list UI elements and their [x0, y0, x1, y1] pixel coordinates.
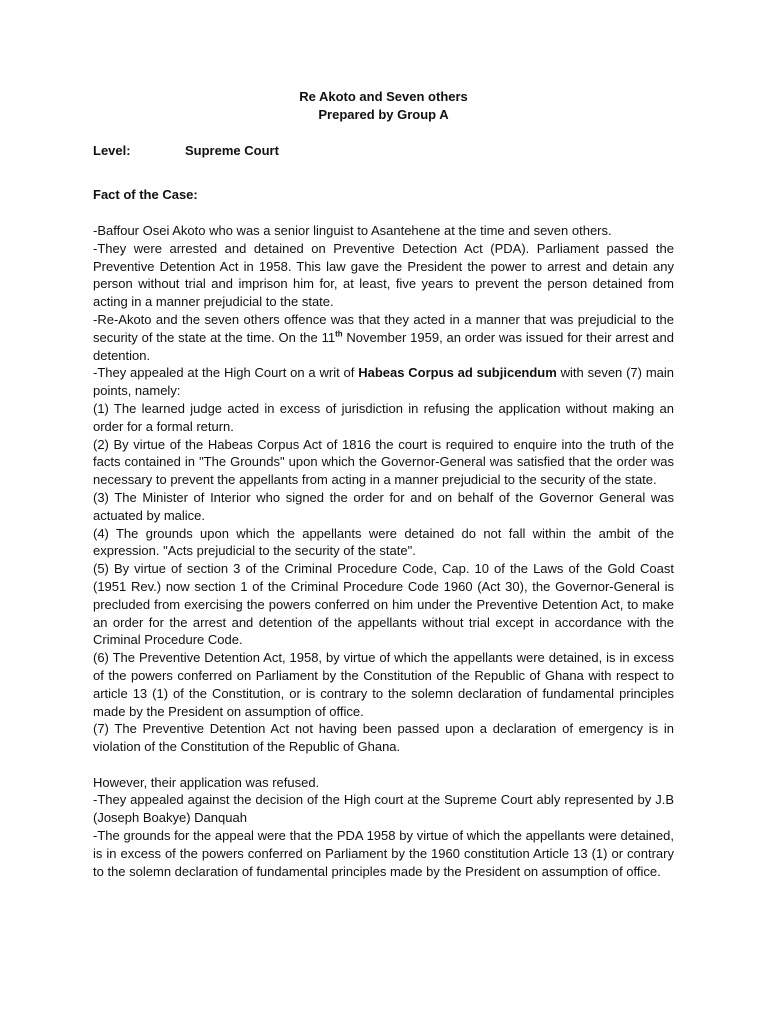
document-title: Re Akoto and Seven others: [299, 89, 468, 104]
writ-name: Habeas Corpus ad subjicendum: [358, 365, 557, 381]
facts-paragraph-3-b: November 1959, an order was issued for their arrest and detention.: [93, 329, 674, 363]
point-4: (4) The grounds upon which the appellants were detained do not fall within the ambit of the expression. "Acts prejudicial to the security of the state".: [93, 525, 674, 559]
spacer: [93, 756, 674, 774]
point-7: (7) The Preventive Detention Act not having been passed upon a declaration of emergency is in violation of the Constitution of the Republic of Ghana.: [93, 721, 674, 755]
spacer: [93, 204, 674, 222]
level-value: Supreme Court: [185, 142, 279, 158]
facts-heading: Fact of the Case:: [93, 187, 198, 203]
point-2: (2) By virtue of the Habeas Corpus Act of 1816 the court is required to enquire into the truth of the facts contained in "The Grounds" upon which the Governor-General was satisfied that the order was necessary to prevent the appellants from acting in a manner prejudicial to the security of the state.: [93, 436, 674, 488]
appeal-paragraph-1: -They appealed against the decision of the High court at the Supreme Court ably represented by J.B (Joseph Boakye) Danquah: [93, 792, 674, 826]
appeal-paragraph-2: -The grounds for the appeal were that the PDA 1958 by virtue of which the appellants were detained, is in excess of the powers conferred on Parliament by the 1960 constitution Article 13 (1) or contrary to the solemn declaration of fundamental principles made by the President on assumption of office.: [93, 828, 674, 879]
facts-paragraph-3-a: -Re-Akoto and the seven others offence was that they acted in a manner that was prejudicial to the security of the state at the time. On the 11: [93, 311, 674, 345]
level-label: Level:: [93, 142, 131, 158]
facts-paragraph-1: -Baffour Osei Akoto who was a senior linguist to Asantehene at the time and seven others.: [93, 222, 612, 238]
facts-paragraph-2: -They were arrested and detained on Preventive Detection Act (PDA). Parliament passed the Preventive Detention Act in 1958. This law gave the President the power to arrest and detain any person without trial and imprison him for, at least, five years to prevent the person detained from acting in a manner prejudicial to the state.: [93, 240, 674, 310]
facts-paragraph-3: [93, 311, 674, 364]
point-1: (1) The learned judge acted in excess of jurisdiction in refusing the application without making an order for a formal return.: [93, 400, 674, 434]
ordinal-superscript: th: [335, 329, 343, 339]
facts-paragraph-4: [93, 364, 674, 400]
point-5: (5) By virtue of section 3 of the Criminal Procedure Code, Cap. 10 of the Laws of the Gold Coast (1951 Rev.) now section 1 of the Criminal Procedure Code 1960 (Act 30), the Governor-General is precluded from exercising the powers conferred on him under the Preventive Detention Act, to make an order for the arrest and detention of the appellants without trial except in accordance with the Criminal Procedure Code.: [93, 561, 674, 648]
document-subtitle: Prepared by Group A: [318, 106, 449, 122]
facts-paragraph-4-a: -They appealed at the High Court on a writ of: [93, 365, 359, 381]
document-page: [93, 88, 674, 880]
level-row: [93, 142, 674, 160]
point-3: (3) The Minister of Interior who signed the order for and on behalf of the Governor General was actuated by malice.: [93, 489, 674, 523]
refused-statement: However, their application was refused.: [93, 774, 320, 790]
point-6: (6) The Preventive Detention Act, 1958, by virtue of which the appellants were detained, is in excess of the powers conferred on Parliament by the Constitution of the Republic of Ghana with respect to article 13 (1) of the Constitution, or is contrary to the solemn declaration of fundamental principles made by the President on assumption of office.: [93, 650, 674, 719]
facts-paragraph-4-b: with seven (7) main points, namely:: [93, 365, 675, 399]
